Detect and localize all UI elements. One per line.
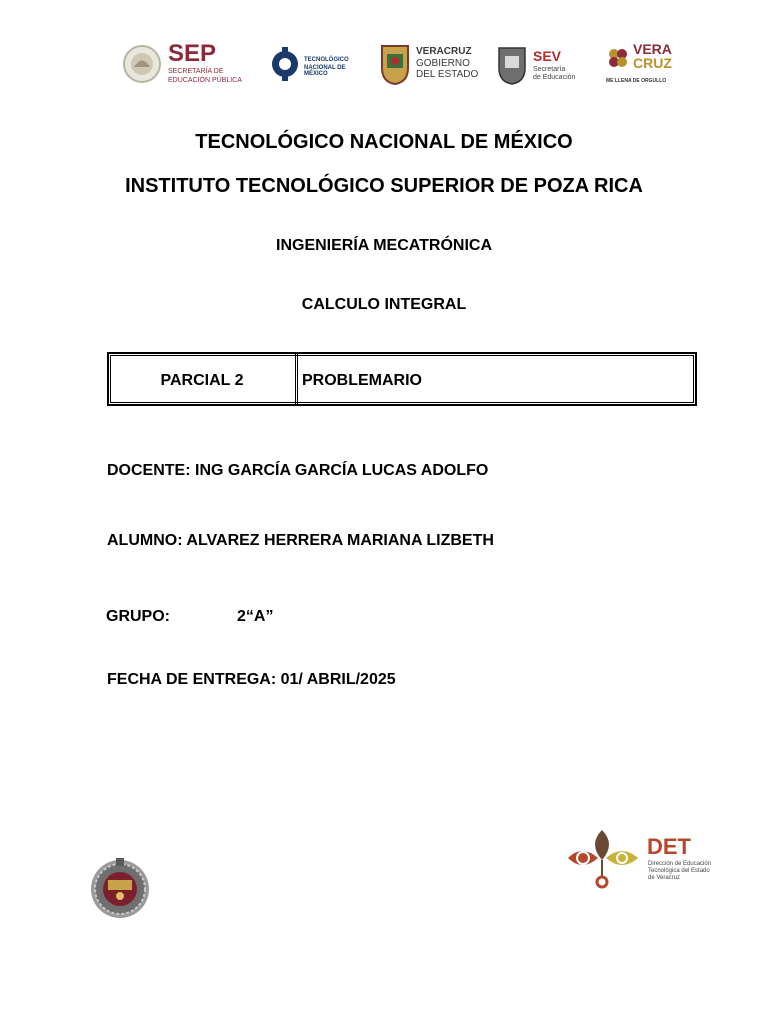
sev-name: SEV (533, 48, 562, 64)
header-logos (118, 40, 678, 90)
grupo-label: GRUPO: (106, 608, 170, 625)
veracruz-brand-tagline: ME LLENA DE ORGULLO (606, 78, 667, 84)
subject-title: CALCULO INTEGRAL (301, 296, 467, 313)
mexico-coat-of-arms-icon (122, 42, 162, 86)
det-line2: Tecnológica del Estado (648, 868, 710, 874)
problemario-cell: PROBLEMARIO (302, 372, 422, 389)
veracruz-gobierno-line2: GOBIERNO (416, 58, 470, 69)
tecnm-logo (270, 40, 365, 88)
itspr-seal-icon (90, 856, 150, 922)
det-line1: Dirección de Educación (648, 861, 712, 867)
institution-title: TECNOLÓGICO NACIONAL DE MÉXICO (195, 131, 573, 153)
tecnm-gear-icon (270, 43, 300, 85)
parcial-table (107, 352, 697, 406)
veracruz-brand-logo (606, 40, 678, 88)
veracruz-gobierno-line1: VERACRUZ (416, 46, 472, 57)
det-logo (562, 826, 722, 892)
det-name: DET (647, 834, 691, 859)
sev-logo (495, 40, 585, 88)
sep-line1: SECRETARÍA DE (168, 68, 224, 75)
alumno-line: ALUMNO: ALVAREZ HERRERA MARIANA LIZBETH (107, 532, 494, 549)
parcial-cell: PARCIAL 2 (160, 372, 244, 389)
sev-shield-icon (495, 42, 529, 86)
career-title: INGENIERÍA MECATRÓNICA (276, 237, 492, 254)
veracruz-gobierno-logo (378, 40, 488, 88)
veracruz-gobierno-line3: DEL ESTADO (416, 69, 479, 80)
tecnm-line1: TECNOLÓGICO (304, 57, 349, 63)
docente-line: DOCENTE: ING GARCÍA GARCÍA LUCAS ADOLFO (107, 462, 489, 479)
sep-line2: EDUCACIÓN PÚBLICA (168, 77, 242, 84)
veracruz-brand-line1: VERA (633, 41, 672, 57)
sev-line2: de Educación (533, 74, 576, 81)
sep-name: SEP (168, 40, 217, 67)
det-line3: de Veracruz (648, 875, 681, 881)
table-divider (295, 354, 298, 404)
tecnm-line2: NACIONAL DE MÉXICO (304, 65, 346, 77)
veracruz-shield-icon (378, 42, 412, 86)
campus-title: INSTITUTO TECNOLÓGICO SUPERIOR DE POZA RICA (125, 175, 643, 197)
fecha-line: FECHA DE ENTREGA: 01/ ABRIL/2025 (107, 671, 396, 688)
det-leaves-icon (562, 826, 642, 892)
veracruz-flower-icon (606, 46, 630, 70)
sev-line1: Secretaría (533, 66, 566, 73)
veracruz-brand-line2: CRUZ (633, 55, 672, 71)
sep-logo (118, 40, 253, 88)
grupo-value: 2“A” (237, 608, 274, 625)
